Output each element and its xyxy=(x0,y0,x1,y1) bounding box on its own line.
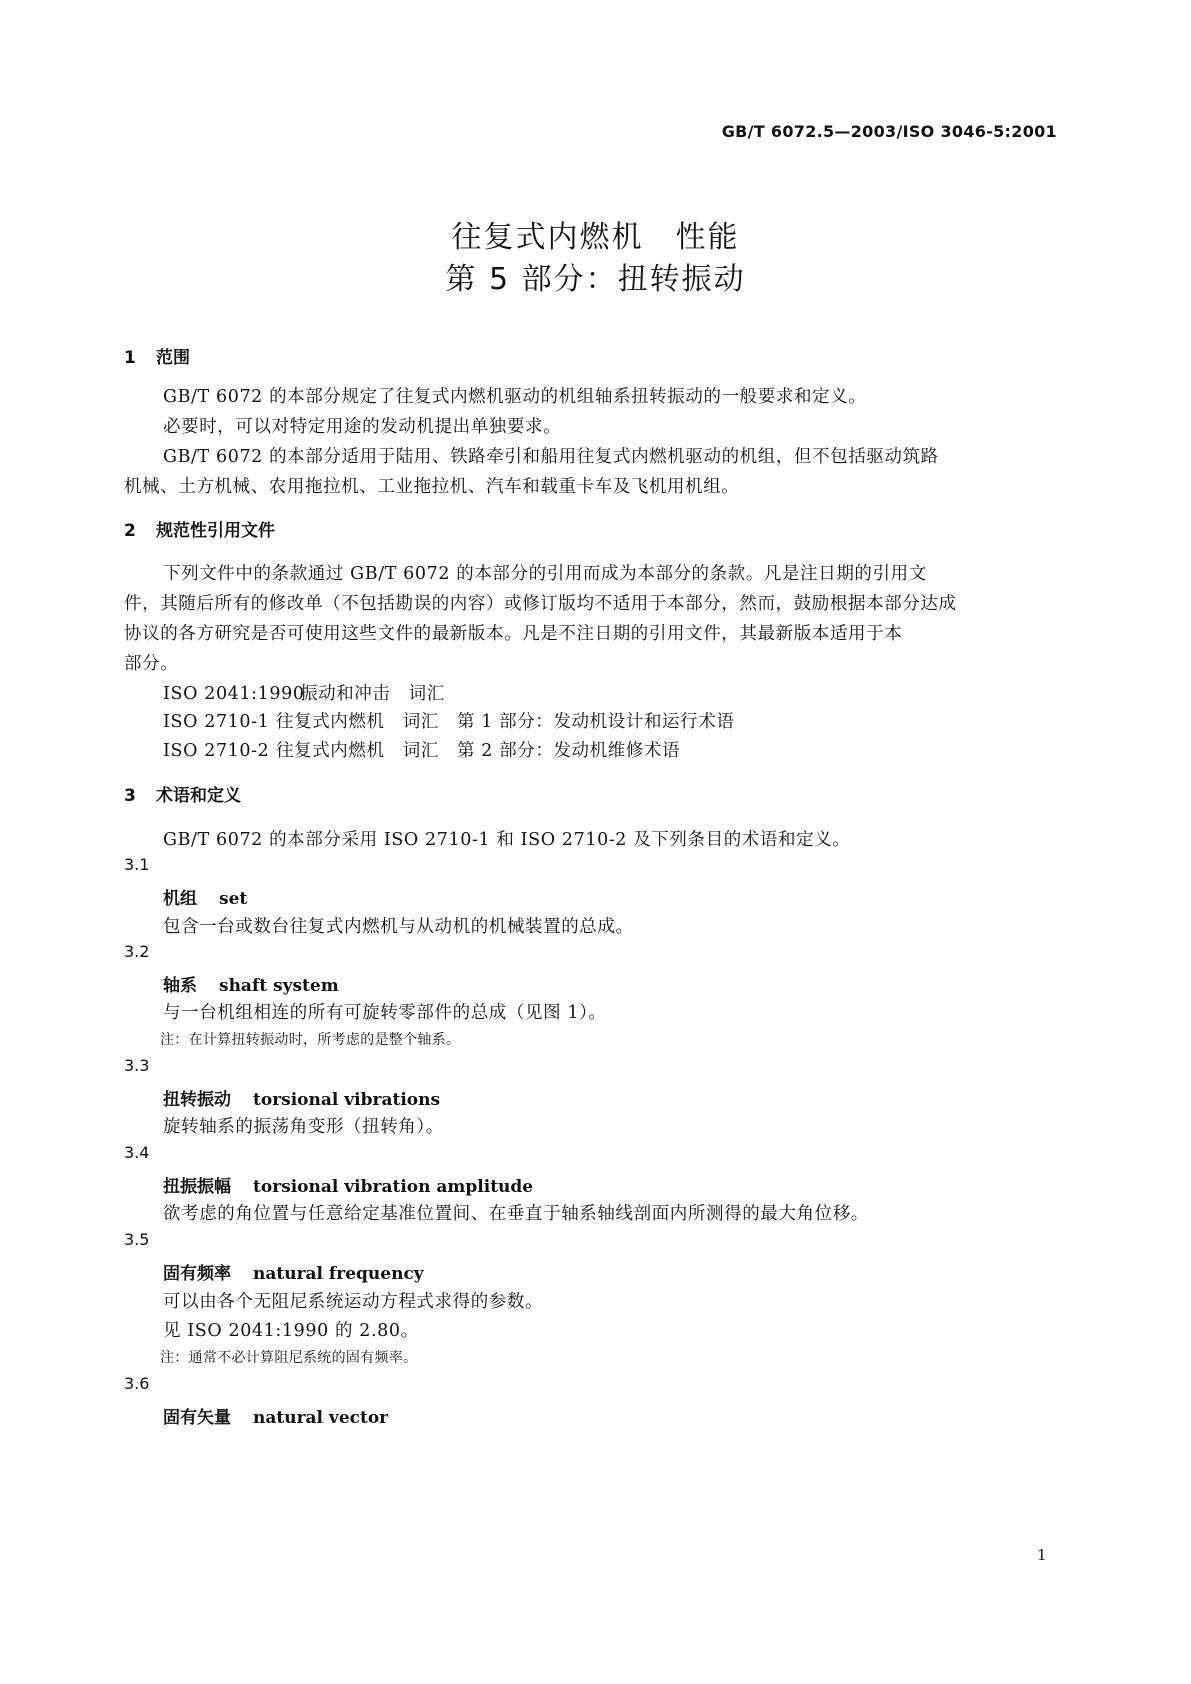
page-number: 1 xyxy=(1037,1546,1047,1564)
term-chinese: 轴系 xyxy=(163,976,197,996)
term-definition: 旋转轴系的振荡角变形（扭转角）。 xyxy=(163,1117,444,1137)
reference-title: 往复式内燃机 词汇 第 1 部分：发动机设计和运行术语 xyxy=(276,712,735,732)
section-3-heading xyxy=(124,781,241,806)
term-definition-reference: 见 ISO 2041:1990 的 2.80。 xyxy=(163,1321,419,1341)
term-number: 3.4 xyxy=(124,1143,150,1162)
term-heading xyxy=(163,1403,388,1428)
paragraph: GB/T 6072 的本部分规定了往复式内燃机驱动的机组轴系扭转振动的一般要求和定义。 xyxy=(163,387,867,407)
document-subtitle: 第 5 部分：扭转振动 xyxy=(445,262,746,297)
term-english: torsional vibrations xyxy=(253,1090,441,1110)
reference-title: 往复式内燃机 词汇 第 2 部分：发动机维修术语 xyxy=(276,741,681,761)
paragraph: 必要时，可以对特定用途的发动机提出单独要求。 xyxy=(163,417,562,437)
section-number: 3 xyxy=(124,786,136,806)
term-chinese: 扭转振动 xyxy=(163,1090,231,1110)
term-number: 3.1 xyxy=(124,855,150,874)
section-number: 1 xyxy=(124,348,136,368)
section-title: 规范性引用文件 xyxy=(156,521,275,541)
reference-item xyxy=(163,708,734,733)
term-english: shaft system xyxy=(219,976,339,996)
term-number: 3.3 xyxy=(124,1056,150,1075)
term-chinese: 固有频率 xyxy=(163,1264,231,1284)
reference-item xyxy=(163,680,445,705)
term-chinese: 固有矢量 xyxy=(163,1408,231,1428)
term-definition: 欲考虑的角位置与任意给定基准位置间、在垂直于轴系轴线剖面内所测得的最大角位移。 xyxy=(163,1204,869,1224)
term-number: 3.5 xyxy=(124,1230,150,1249)
standard-number-header: GB/T 6072.5—2003/ISO 3046-5:2001 xyxy=(721,122,1057,141)
section-number: 2 xyxy=(124,521,136,541)
note: 注：在计算扭转振动时，所考虑的是整个轴系。 xyxy=(160,1032,461,1048)
term-heading xyxy=(163,971,339,996)
section-1-heading xyxy=(124,343,190,368)
term-heading xyxy=(163,884,247,909)
section-title: 范围 xyxy=(156,348,190,368)
reference-item xyxy=(163,737,680,762)
term-chinese: 机组 xyxy=(163,889,197,909)
note: 注：通常不必计算阻尼系统的固有频率。 xyxy=(160,1350,418,1366)
term-definition: 可以由各个无阻尼系统运动方程式求得的参数。 xyxy=(163,1292,544,1312)
reference-code: ISO 2710-2 xyxy=(163,741,270,761)
reference-code: ISO 2710-1 xyxy=(163,712,270,732)
paragraph: 下列文件中的条款通过 GB/T 6072 的本部分的引用而成为本部分的条款。凡是注日期的引用文 xyxy=(163,564,927,584)
paragraph: GB/T 6072 的本部分采用 ISO 2710-1 和 ISO 2710-2 及下列条目的术语和定义。 xyxy=(163,830,851,850)
term-heading xyxy=(163,1172,533,1197)
term-definition: 包含一台或数台往复式内燃机与从动机的机械装置的总成。 xyxy=(163,917,634,937)
term-number: 3.6 xyxy=(124,1374,150,1393)
term-number: 3.2 xyxy=(124,942,150,961)
reference-title: 振动和冲击 词汇 xyxy=(300,684,445,704)
paragraph-continuation: 部分。 xyxy=(124,654,179,674)
paragraph-continuation: 协议的各方研究是否可使用这些文件的最新版本。凡是不注日期的引用文件，其最新版本适用于本 xyxy=(124,624,903,644)
term-english: torsional vibration amplitude xyxy=(253,1177,534,1197)
paragraph-continuation: 机械、土方机械、农用拖拉机、工业拖拉机、汽车和载重卡车及飞机用机组。 xyxy=(124,477,740,497)
term-definition: 与一台机组相连的所有可旋转零部件的总成（见图 1）。 xyxy=(163,1003,607,1023)
document-title: 往复式内燃机 性能 xyxy=(451,220,740,255)
reference-code: ISO 2041:1990 xyxy=(163,684,305,704)
term-english: set xyxy=(219,889,248,909)
term-chinese: 扭振振幅 xyxy=(163,1177,231,1197)
section-title: 术语和定义 xyxy=(156,786,241,806)
section-2-heading xyxy=(124,516,275,541)
term-english: natural vector xyxy=(253,1408,389,1428)
term-heading xyxy=(163,1085,440,1110)
term-heading xyxy=(163,1259,424,1284)
paragraph: GB/T 6072 的本部分适用于陆用、铁路牵引和船用往复式内燃机驱动的机组，但不包括驱动筑路 xyxy=(163,447,939,467)
paragraph-continuation: 件，其随后所有的修改单（不包括勘误的内容）或修订版均不适用于本部分，然而，鼓励根据本部分达成 xyxy=(124,594,957,614)
term-english: natural frequency xyxy=(253,1264,424,1284)
